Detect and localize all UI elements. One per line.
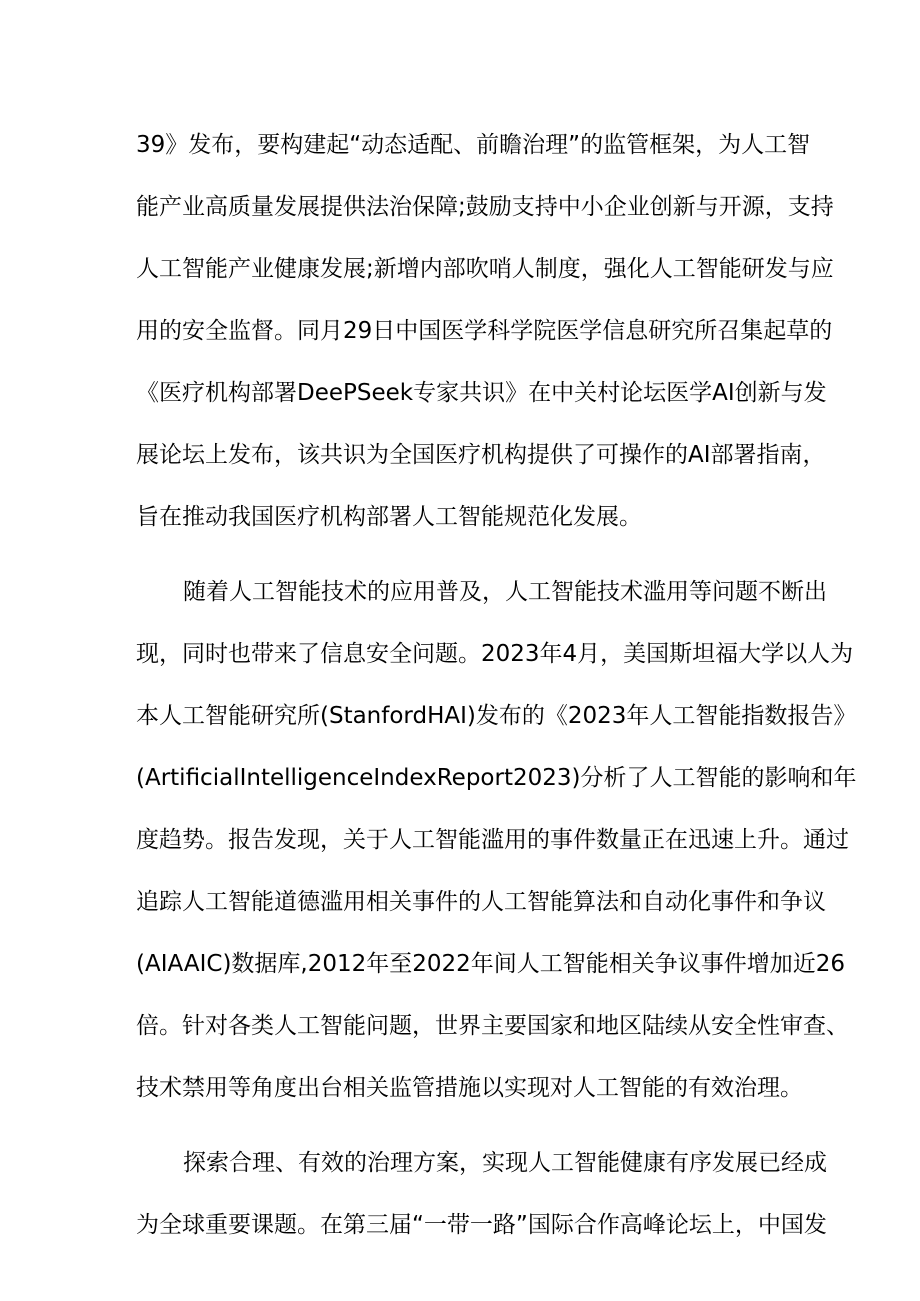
text-line: 39》发布，要构建起“动态适配、前瞻治理”的监管框架，为人工智 — [136, 132, 811, 158]
text-line: 用的安全监督。同月29日中国医学科学院医学信息研究所召集起草的 — [136, 318, 833, 344]
text-line: 度趋势。报告发现，关于人工智能滥用的事件数量正在迅速上升。通过 — [136, 827, 849, 853]
paragraph-first-line: 探索合理、有效的治理方案，实现人工智能健康有序发展已经成 — [183, 1150, 827, 1176]
text-line: (ArtificialIntelligenceIndexReport2023)分析了人工智能的影响和年 — [136, 765, 857, 791]
text-line: 本人工智能研究所(StanfordHAI)发布的《2023年人工智能指数报告》 — [136, 703, 857, 729]
text-line: 旨在推动我国医疗机构部署人工智能规范化发展。 — [136, 504, 642, 530]
text-line: 技术禁用等角度出台相关监管措施以实现对人工智能的有效治理。 — [136, 1075, 803, 1101]
paragraph-first-line: 随着人工智能技术的应用普及，人工智能技术滥用等问题不断出 — [183, 579, 827, 605]
text-line: 为全球重要课题。在第三届“一带一路”国际合作高峰论坛上，中国发 — [136, 1212, 827, 1238]
text-line: 展论坛上发布，该共识为全国医疗机构提供了可操作的AI部署指南， — [136, 442, 826, 468]
text-line: (AIAAIC)数据库,2012年至2022年间人工智能相关争议事件增加近26 — [136, 951, 846, 977]
text-line: 能产业高质量发展提供法治保障;鼓励支持中小企业创新与开源，支持 — [136, 194, 834, 220]
text-line: 追踪人工智能道德滥用相关事件的人工智能算法和自动化事件和争议 — [136, 889, 826, 915]
text-line: 《医疗机构部署DeePSeek专家共识》在中关村论坛医学AI创新与发 — [136, 380, 827, 406]
text-line: 倍。针对各类人工智能问题，世界主要国家和地区陆续从安全性审查、 — [136, 1013, 849, 1039]
text-line: 现，同时也带来了信息安全问题。2023年4月，美国斯坦福大学以人为 — [136, 641, 854, 667]
text-line: 人工智能产业健康发展;新增内部吹哨人制度，强化人工智能研发与应 — [136, 256, 834, 282]
